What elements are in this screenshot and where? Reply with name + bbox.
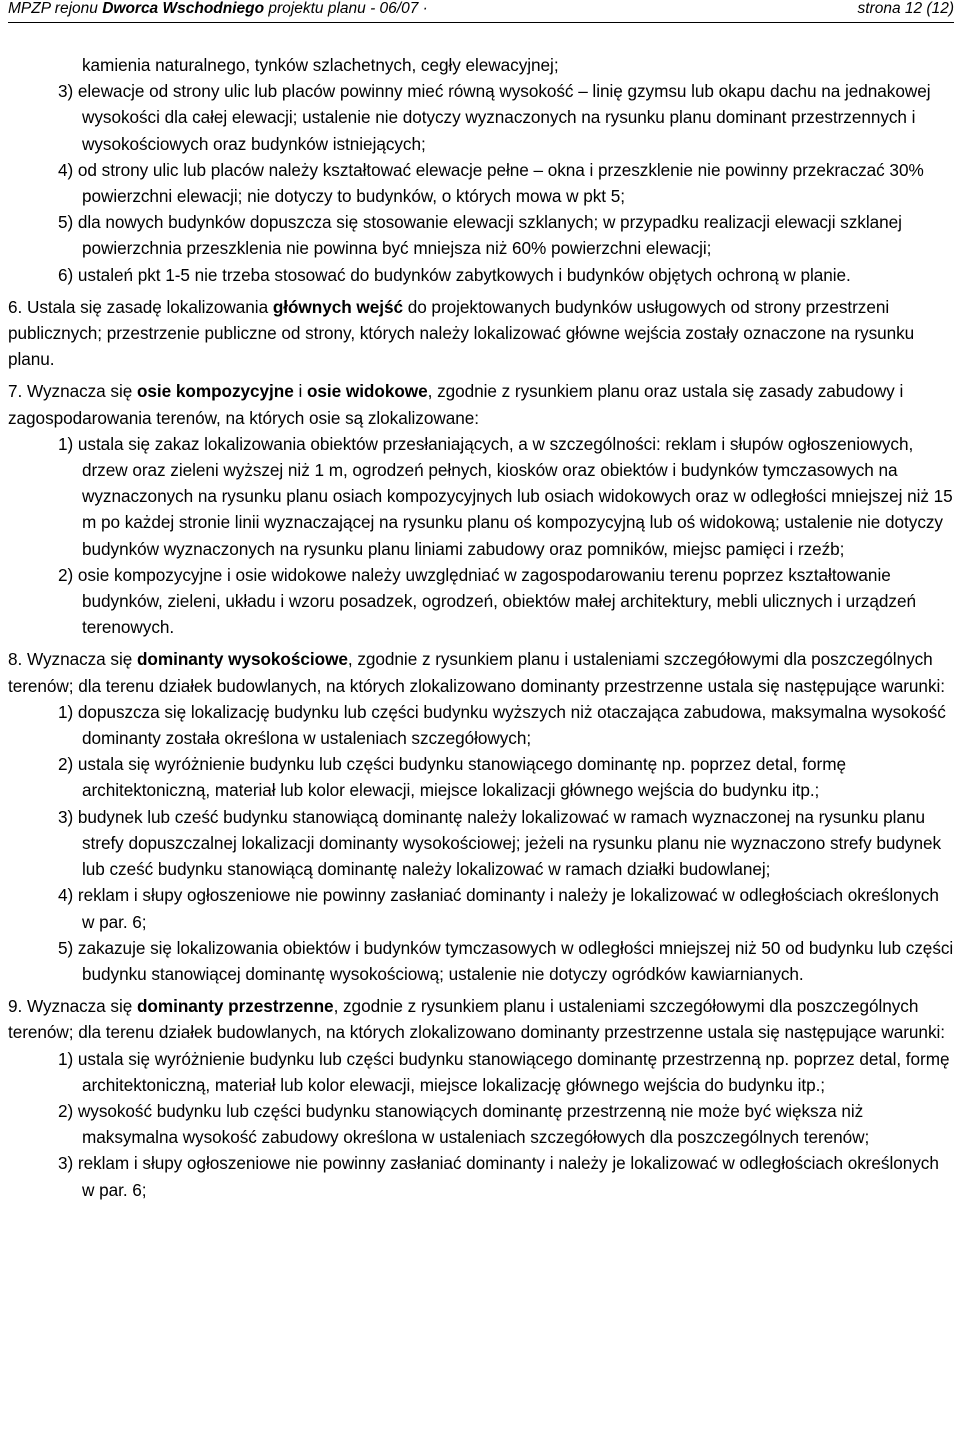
section-keyword: dominanty wysokościowe [136, 649, 348, 670]
page-total: (12) [922, 0, 954, 17]
list-item: 6) ustaleń pkt 1-5 nie trzeba stosować do budynków zabytkowych i budynków objętych ochroną w planie. [58, 264, 851, 285]
list-item: 4) od strony ulic lub placów należy kształtować elewacje pełne – okna i przeszklenie nie powinny przekraczać 30% powierzchni elewacji; nie dotyczy to budynków, o których mowa w pkt 5; [58, 159, 924, 207]
section-text: 9. Wyznacza się [8, 996, 137, 1017]
section-text: do projektowanych budynków usługowych od strony przestrzeni publicznych; przestrzenie publiczne od strony, których należy lokalizować główne wejścia zostały oznaczone na rysunku planu. [8, 296, 915, 370]
section-8 [8, 646, 954, 698]
section-text: , zgodnie z rysunkiem planu i ustaleniami szczegółowymi dla poszczególnych terenów; dla terenu działek budowlanych, na których zlokalizowano dominanty przestrzenne ustala się następujące warunki: [8, 649, 945, 696]
list-item: 1) ustala się zakaz lokalizowania obiektów przesłaniających, a w szczególności: reklam i słupów ogłoszeniowych, drzew oraz zieleni wyższej niż 1 m, ogrodzeń pełnych, kiosków oraz obiektów i budynków tymczasowych na wyznaczonych na rysunku planu osiach kompozycyjnych lub osiach widokowych oraz w odległości mniejszej niż 15 m po każdej stronie linii wyznaczającej na rysunku planu oś kompozycyjną lub oś widokową; ustalenie nie dotyczy budynków wyznaczonych na rysunku planu liniami zabudowy oraz pomników, miejsc pamięci i rzeźb; [58, 433, 953, 559]
section-text: i [293, 381, 307, 402]
document-body [8, 52, 954, 1203]
page-number [857, 0, 954, 18]
section-9 [8, 993, 954, 1045]
title-suffix: projektu planu - 06/07 · [264, 0, 428, 17]
section-keyword: dominanty przestrzenne [136, 996, 334, 1017]
list-item: 2) ustala się wyróżnienie budynku lub części budynku stanowiącego dominantę np. poprzez detal, formę architektoniczną, materiał lub kolor elewacji, miejsce lokalizacji głównego wejścia do budynku itp.; [58, 754, 846, 801]
list-item: 3) budynek lub cześć budynku stanowiącą dominantę należy lokalizować w ramach wyznaczonej na rysunku planu strefy dopuszczalnej lokalizacji dominanty wysokościowej; jeżeli na rysunku planu nie wyznaczono strefy budynek lub cześć budynku stanowiącą dominantę należy lokalizować w ramach działki budowlanej; [58, 806, 942, 880]
list-item: 5) dla nowych budynków dopuszcza się stosowanie elewacji szklanych; w przypadku realizacji elewacji szklanej powierzchnia przeszklenia nie powinna być mniejsza niż 60% powierzchni elewacji; [58, 212, 902, 259]
list-item: 3) elewacje od strony ulic lub placów powinny mieć równą wysokość – linię gzymsu lub okapu dachu na jednakowej wysokości dla całej elewacji; ustalenie nie dotyczy wyznaczonych na rysunku planu dominant przestrzennych i wysokościowych oraz budynków istniejących; [58, 81, 931, 154]
page-current: 12 [904, 0, 923, 17]
section-keyword: osie kompozycyjne [136, 381, 294, 402]
list-item: 2) wysokość budynku lub części budynku stanowiących dominantę przestrzenną nie może być większa niż maksymalna wysokość zabudowy określona w ustaleniach szczegółowych dla poszczególnych terenów; [58, 1100, 870, 1148]
document-title [8, 0, 428, 18]
list-item: 3) reklam i słupy ogłoszeniowe nie powinny zasłaniać dominanty i należy je lokalizować w odległościach określonych w par. 6; [58, 1153, 939, 1200]
list-item: 1) dopuszcza się lokalizację budynku lub części budynku wyższych niż otaczająca zabudowa, maksymalna wysokość dominanty została określona w ustaleniach szczegółowych; [58, 701, 946, 749]
list-item: 2) osie kompozycyjne i osie widokowe należy uwzględniać w zagospodarowaniu terenu poprzez kształtowanie budynków, zieleni, układu i wzoru posadzek, ogrodzeń, obiektów małej architektury, mebli ulicznych i urządzeń terenowych. [58, 564, 916, 638]
section-text: 8. Wyznacza się [8, 649, 137, 670]
list-item: 4) reklam i słupy ogłoszeniowe nie powinny zasłaniać dominanty i należy je lokalizować w odległościach określonych w par. 6; [58, 885, 939, 932]
section-keyword: głównych wejść [272, 296, 403, 317]
title-prefix: MPZP rejonu [8, 0, 103, 17]
section-text: 6. Ustala się zasadę lokalizowania [8, 296, 273, 317]
section-6 [8, 294, 954, 373]
section-7 [8, 378, 954, 430]
section-text: 7. Wyznacza się [8, 381, 137, 402]
list-item: kamienia naturalnego, tynków szlachetnych, cegły elewacyjnej; [82, 55, 559, 75]
list-item: 5) zakazuje się lokalizowania obiektów i budynków tymczasowych w odległości mniejszej niż 50 od budynku lub części budynku stanowiącej dominantę wysokościową; ustalenie nie dotyczy ogródków kawiarnianych. [58, 937, 954, 984]
page-header [8, 0, 954, 23]
section-text: , zgodnie z rysunkiem planu oraz ustala się zasady zabudowy i zagospodarowania terenów, na których osie są zlokalizowane: [8, 381, 904, 428]
page-label: strona [857, 0, 905, 17]
section-keyword: osie widokowe [306, 381, 428, 402]
section-text: , zgodnie z rysunkiem planu i ustaleniami szczegółowymi dla poszczególnych terenów; dla terenu działek budowlanych, na których zlokalizowano dominanty przestrzenne ustala się następujące warunki: [8, 996, 945, 1043]
title-bold: Dworca Wschodniego [102, 0, 265, 17]
list-item: 1) ustala się wyróżnienie budynku lub części budynku stanowiącego dominantę przestrzenną np. poprzez detal, formę architektoniczną, materiał lub kolor elewacji, miejsce lokalizację głównego wejścia do budynku itp.; [58, 1048, 950, 1095]
